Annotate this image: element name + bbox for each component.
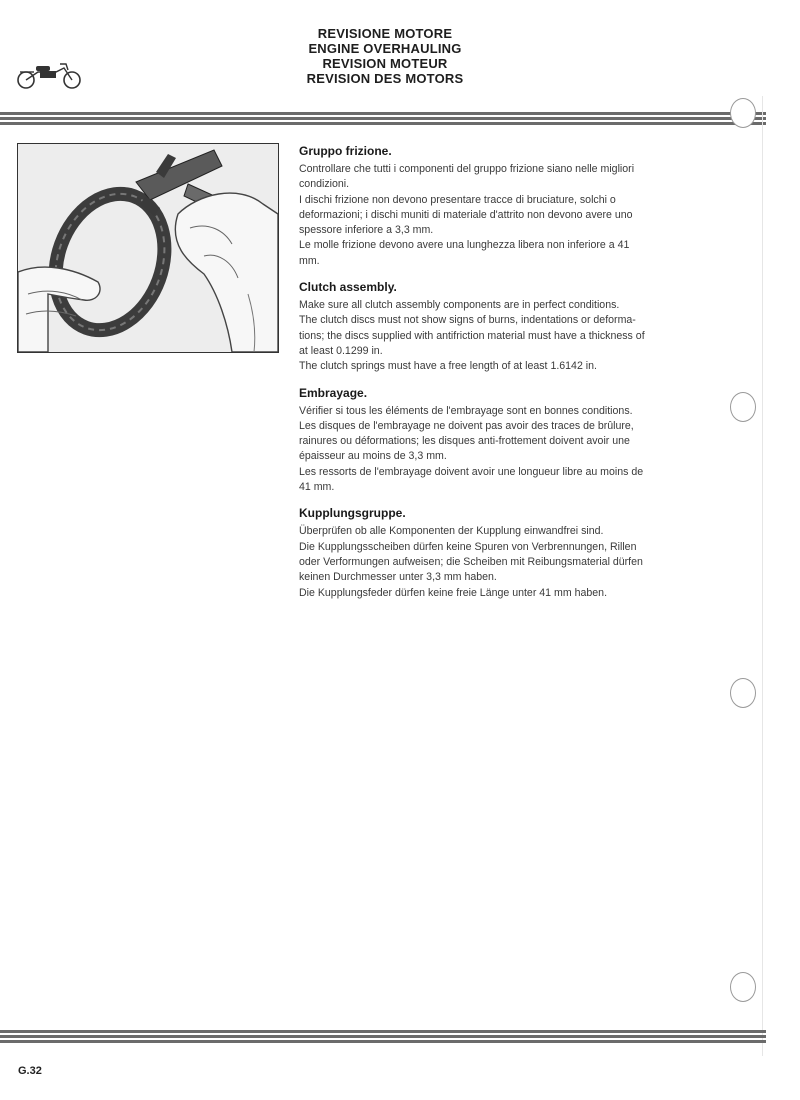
section-german	[299, 505, 709, 600]
paragraph-line: mm.	[299, 254, 320, 267]
binder-hole-icon	[730, 98, 756, 128]
clutch-disc-measurement-photo	[17, 143, 279, 353]
paragraph-line: keinen Durchmesser unter 3,3 mm haben.	[299, 571, 497, 584]
margin-rule	[762, 96, 763, 1056]
paragraph-line: Les ressorts de l'embrayage doivent avoir une longueur libre au moins de	[299, 465, 644, 478]
page-number: G.32	[18, 1065, 42, 1077]
paragraph-line: oder Verformungen aufweisen; die Scheiben mit Reibungsmaterial dürfen	[299, 555, 643, 568]
section-title: Kupplungsgruppe.	[299, 506, 406, 521]
binder-hole-icon	[730, 972, 756, 1002]
text-column	[299, 143, 709, 611]
header-title-en: ENGINE OVERHAULING	[308, 41, 462, 56]
paragraph-line: Vérifier si tous les éléments de l'embrayage sont en bonnes conditions.	[299, 404, 633, 417]
section-italian	[299, 143, 709, 269]
section-title: Clutch assembly.	[299, 280, 397, 295]
binder-hole-icon	[730, 678, 756, 708]
paragraph-line: Le molle frizione devono avere una lunghezza libera non inferiore a 41	[299, 239, 630, 252]
header-titles	[250, 26, 520, 86]
bottom-divider-band	[0, 1030, 766, 1045]
header-title-it: REVISIONE MOTORE	[317, 26, 453, 41]
paragraph-line: tions; the discs supplied with antifriction material must have a thickness of	[299, 329, 645, 342]
paragraph-line: Les disques de l'embrayage ne doivent pas avoir des traces de brûlure,	[299, 419, 634, 432]
paragraph-line: condizioni.	[299, 178, 350, 191]
paragraph-line: at least 0.1299 in.	[299, 344, 383, 357]
paragraph-line: Make sure all clutch assembly components are in perfect conditions.	[299, 299, 620, 312]
paragraph-line: Überprüfen ob alle Komponenten der Kupplung einwandfrei sind.	[299, 525, 604, 538]
paragraph-line: épaisseur au moins de 3,3 mm.	[299, 450, 447, 463]
header-title-de: REVISION DES MOTORS	[306, 71, 464, 86]
section-english	[299, 279, 709, 374]
paragraph-line: deformazioni; i dischi muniti di materiale d'attrito non devono avere uno	[299, 208, 633, 221]
binder-hole-icon	[730, 392, 756, 422]
paragraph-line: Die Kupplungsscheiben dürfen keine Spuren von Verbrennungen, Rillen	[299, 540, 637, 553]
paragraph-line: The clutch discs must not show signs of burns, indentations or deforma-	[299, 314, 636, 327]
section-title: Gruppo frizione.	[299, 144, 392, 158]
paragraph-line: I dischi frizione non devono presentare tracce di bruciature, solchi o	[299, 193, 616, 206]
paragraph-line: rainures ou déformations; les disques anti-frottement doivent avoir une	[299, 435, 630, 448]
paragraph-line: 41 mm.	[299, 481, 335, 494]
paragraph-line: Controllare che tutti i componenti del gruppo frizione siano nelle migliori	[299, 163, 635, 175]
section-title: Embrayage.	[299, 385, 368, 400]
motorcycle-icon	[16, 58, 82, 94]
paragraph-line: Die Kupplungsfeder dürfen keine freie Länge unter 41 mm haben.	[299, 586, 608, 599]
section-french	[299, 385, 709, 496]
top-divider-band	[0, 112, 766, 127]
paragraph-line: The clutch springs must have a free length of at least 1.6142 in.	[299, 360, 597, 373]
header-title-fr: REVISION MOTEUR	[322, 56, 448, 71]
paragraph-line: spessore inferiore a 3,3 mm.	[299, 224, 434, 237]
